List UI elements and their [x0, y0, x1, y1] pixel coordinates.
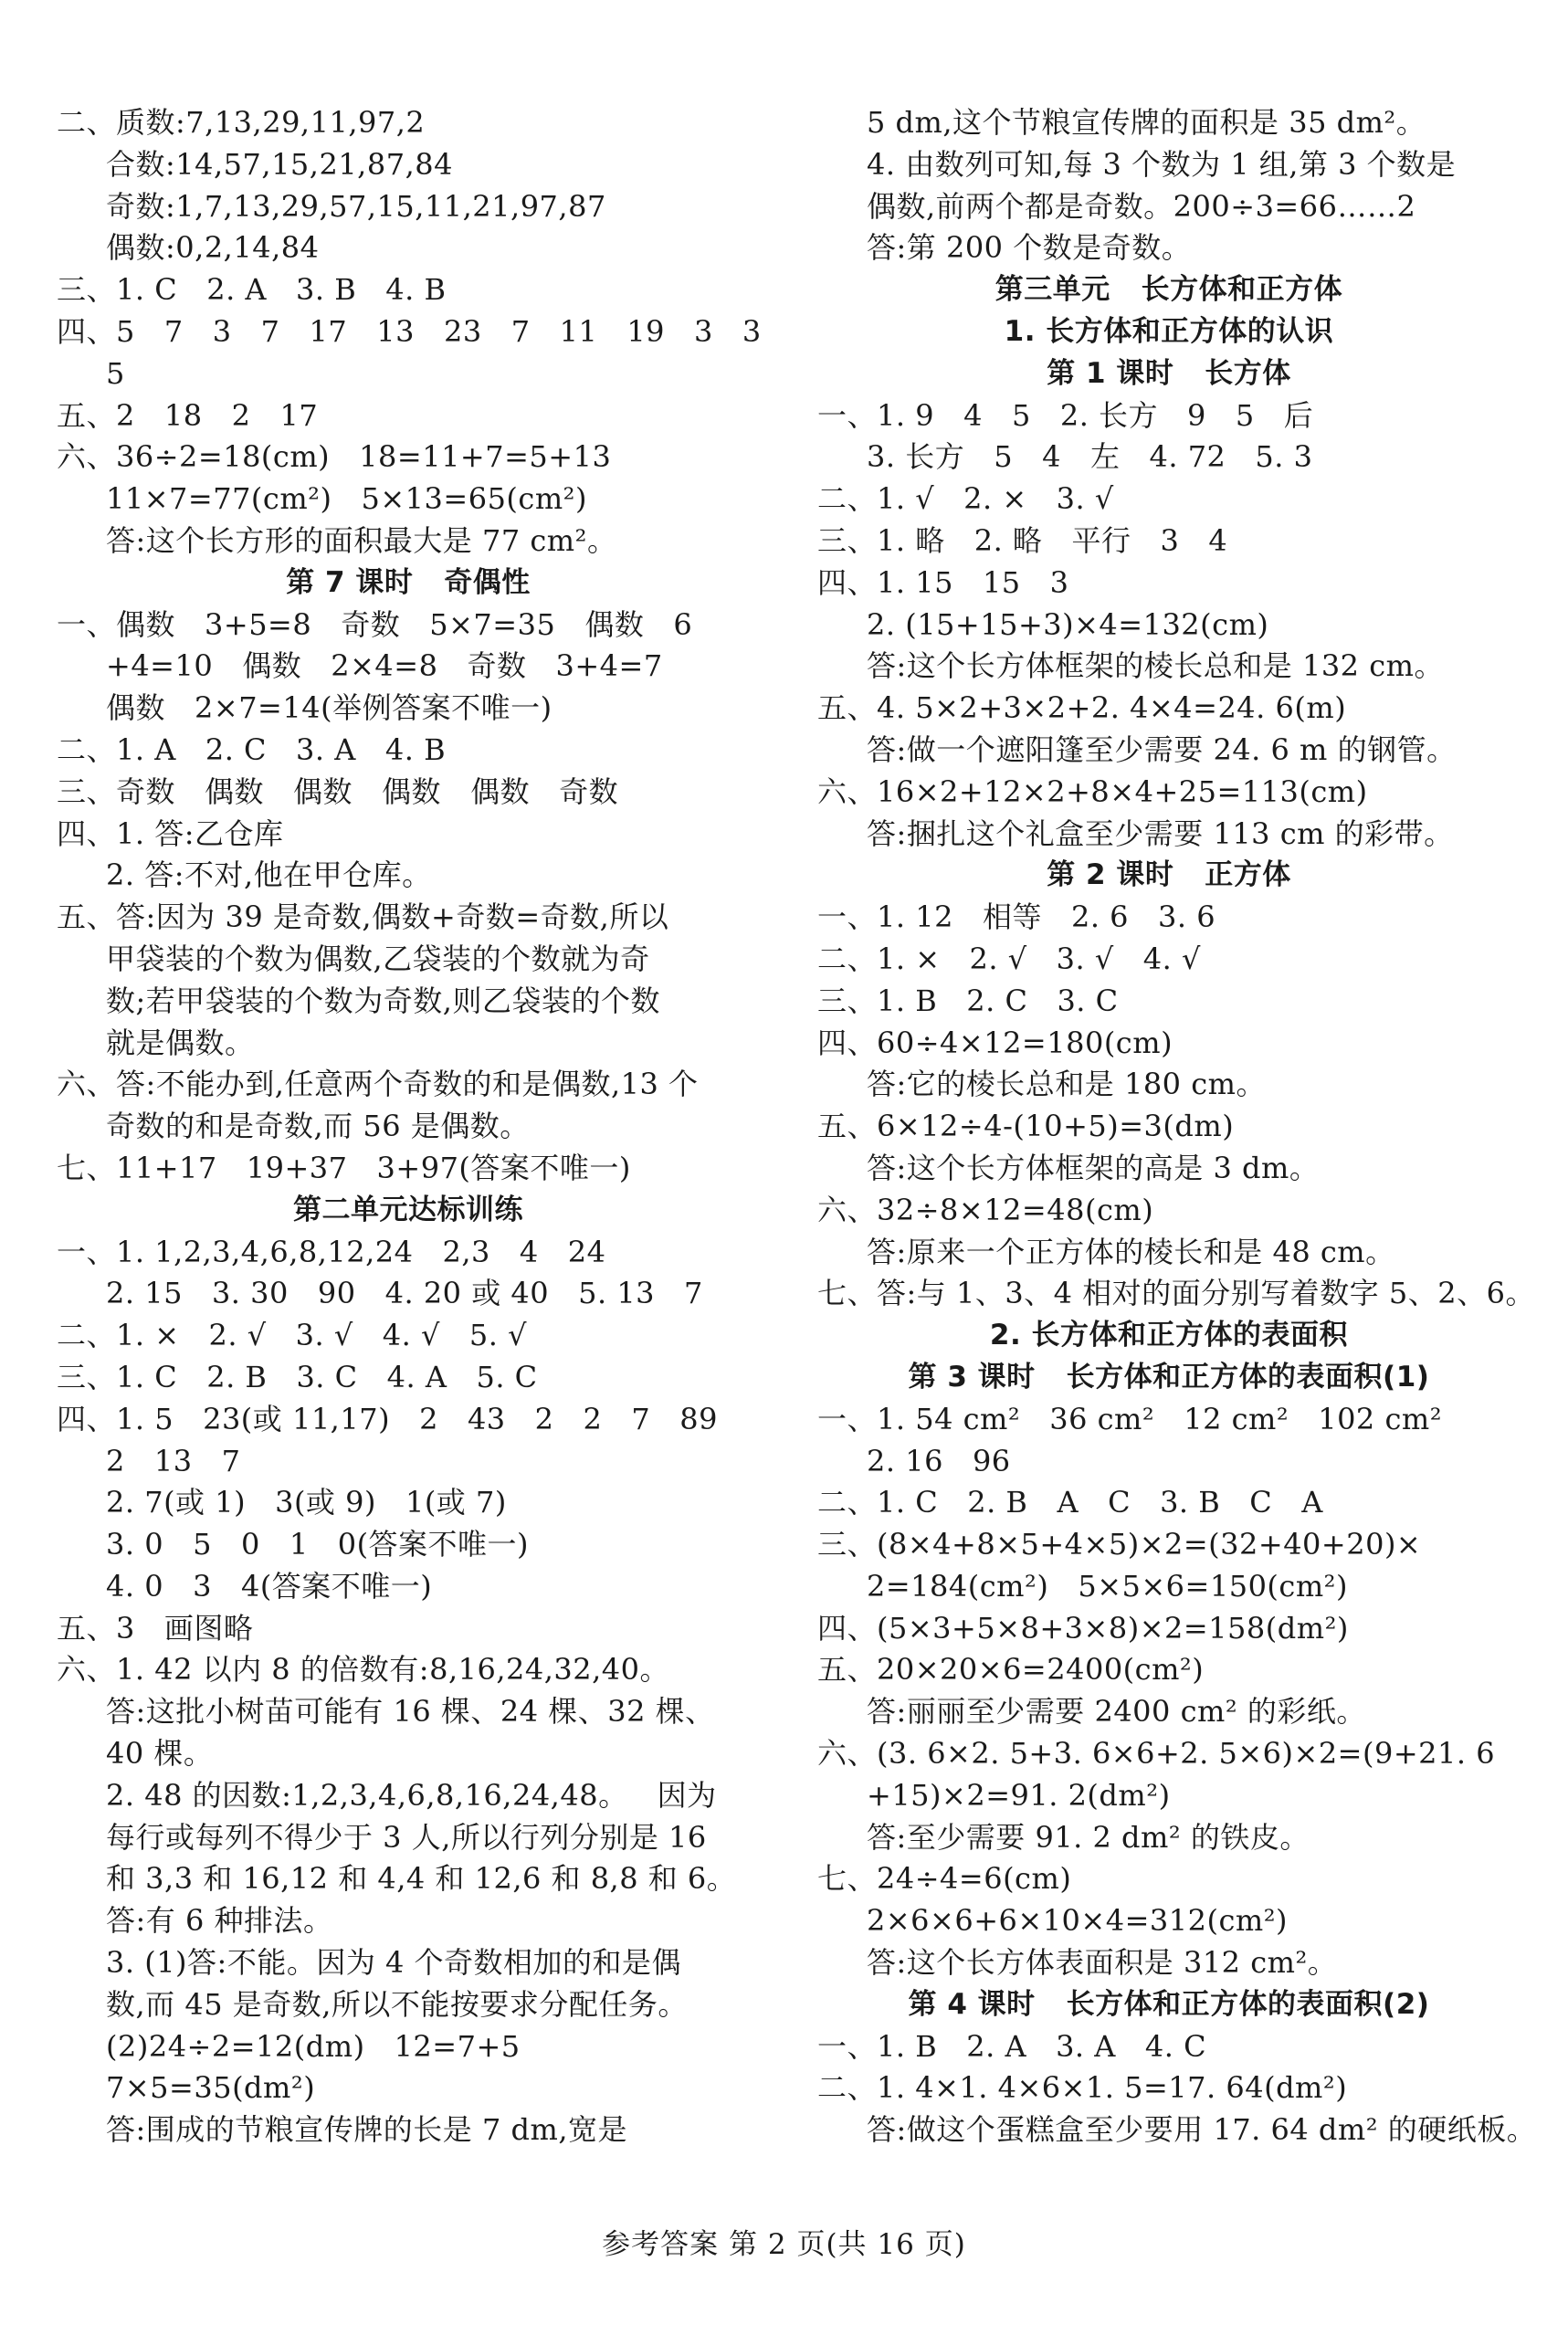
answer-line: 奇数:1,7,13,29,57,15,11,21,97,87 — [106, 188, 606, 224]
answer-line: 五、20×20×6=2400(cm²) — [817, 1652, 1205, 1688]
section-heading: 第二单元达标训练 — [293, 1193, 523, 1226]
section-heading: 第 1 课时 长方体 — [1047, 356, 1291, 390]
answer-line: 4. 由数列可知,每 3 个数为 1 组,第 3 个数是 — [867, 146, 1457, 182]
answer-line: 答:这个长方体表面积是 312 cm²。 — [867, 1945, 1338, 1981]
answer-line: 三、1. C 2. B 3. C 4. A 5. C — [57, 1359, 538, 1394]
section-heading: 第 3 课时 长方体和正方体的表面积(1) — [908, 1360, 1430, 1394]
right-column — [817, 102, 1537, 2151]
answer-line: 答:这个长方形的面积最大是 77 cm²。 — [106, 522, 617, 558]
answer-line: 答:这个长方体框架的高是 3 dm。 — [867, 1150, 1320, 1185]
answer-line: 二、1. 4×1. 4×6×1. 5=17. 64(dm²) — [817, 2070, 1348, 2106]
answer-line: 2. 7(或 1) 3(或 9) 1(或 7) — [106, 1485, 507, 1520]
answer-line: 四、(5×3+5×8+3×8)×2=158(dm²) — [817, 1610, 1349, 1646]
answer-line: 答:做一个遮阳篷至少需要 24. 6 m 的钢管。 — [867, 731, 1457, 767]
answer-line: 数;若甲袋装的个数为奇数,则乙袋装的个数 — [106, 983, 660, 1018]
answer-line: +15)×2=91. 2(dm²) — [867, 1777, 1171, 1813]
answer-line: 2. 16 96 — [867, 1443, 1011, 1478]
answer-line: 六、36÷2=18(cm) 18=11+7=5+13 — [57, 439, 612, 475]
answer-line: 四、1. 答:乙仓库 — [57, 815, 284, 851]
answer-line: 一、1. 1,2,3,4,6,8,12,24 2,3 4 24 — [57, 1234, 606, 1269]
section-heading: 第三单元 长方体和正方体 — [994, 273, 1343, 307]
answer-line: 答:这批小树苗可能有 16 棵、24 棵、32 棵、 — [106, 1694, 715, 1730]
answer-line: 六、1. 42 以内 8 的倍数有:8,16,24,32,40。 — [57, 1652, 670, 1688]
answer-line: 答:做这个蛋糕盒至少要用 17. 64 dm² 的硬纸板。 — [867, 2112, 1537, 2148]
answer-line: 3. 0 5 0 1 0(答案不唯一) — [106, 1527, 530, 1562]
answer-line: 四、1. 5 23(或 11,17) 2 43 2 2 7 89 — [57, 1401, 719, 1436]
answer-line: 合数:14,57,15,21,87,84 — [106, 146, 453, 182]
answer-line: 答:捆扎这个礼盒至少需要 113 cm 的彩带。 — [867, 815, 1454, 851]
section-heading: 1. 长方体和正方体的认识 — [1004, 314, 1334, 348]
answer-line: 40 棵。 — [106, 1736, 214, 1772]
answer-line: 偶数:0,2,14,84 — [106, 230, 320, 266]
answer-line: 2. (15+15+3)×4=132(cm) — [867, 606, 1269, 642]
answer-line: 2. 48 的因数:1,2,3,4,6,8,16,24,48。 因为 — [106, 1777, 717, 1813]
left-column — [57, 102, 760, 2151]
answer-line: 二、1. × 2. √ 3. √ 4. √ 5. √ — [57, 1318, 527, 1353]
answer-line: 2=184(cm²) 5×5×6=150(cm²) — [867, 1568, 1348, 1604]
answer-line: 答:原来一个正方体的棱长和是 48 cm。 — [867, 1234, 1395, 1269]
answer-line: 三、奇数 偶数 偶数 偶数 偶数 奇数 — [57, 773, 619, 809]
answer-line: 一、1. B 2. A 3. A 4. C — [817, 2028, 1207, 2064]
answer-line: 五、4. 5×2+3×2+2. 4×4=24. 6(m) — [817, 690, 1347, 726]
answer-line: 2 13 7 — [106, 1443, 241, 1478]
answer-line: 和 3,3 和 16,12 和 4,4 和 12,6 和 8,8 和 6。 — [106, 1861, 737, 1897]
answer-line: 奇数的和是奇数,而 56 是偶数。 — [106, 1109, 530, 1144]
answer-line: 三、(8×4+8×5+4×5)×2=(32+40+20)× — [817, 1527, 1422, 1562]
answer-line: 数,而 45 是奇数,所以不能按要求分配任务。 — [106, 1986, 688, 2022]
answer-line: 二、1. √ 2. × 3. √ — [817, 481, 1114, 517]
answer-line: 偶数,前两个都是奇数。200÷3=66……2 — [867, 188, 1416, 224]
answer-line: 五、答:因为 39 是奇数,偶数+奇数=奇数,所以 — [57, 899, 669, 935]
answer-line: 答:至少需要 91. 2 dm² 的铁皮。 — [867, 1819, 1310, 1855]
answer-line: 答:它的棱长总和是 180 cm。 — [867, 1067, 1266, 1102]
answer-line: 七、答:与 1、3、4 相对的面分别写着数字 5、2、6。 — [817, 1276, 1535, 1311]
answer-line: 3. (1)答:不能。因为 4 个奇数相加的和是偶 — [106, 1945, 682, 1981]
answer-line: 答:这个长方体框架的棱长总和是 132 cm。 — [867, 648, 1444, 684]
answer-line: 2. 15 3. 30 90 4. 20 或 40 5. 13 7 — [106, 1276, 703, 1311]
answer-line: 二、1. × 2. √ 3. √ 4. √ — [817, 941, 1201, 976]
answer-line: 答:丽丽至少需要 2400 cm² 的彩纸。 — [867, 1694, 1366, 1730]
answer-line: 7×5=35(dm²) — [106, 2070, 316, 2106]
answer-line: 二、1. C 2. B A C 3. B C A — [817, 1485, 1323, 1520]
answer-line: 六、32÷8×12=48(cm) — [817, 1192, 1154, 1227]
answer-line: 甲袋装的个数为偶数,乙袋装的个数就为奇 — [106, 941, 650, 976]
answer-line: 七、24÷4=6(cm) — [817, 1861, 1072, 1897]
answer-line: 三、1. 略 2. 略 平行 3 4 — [817, 522, 1228, 558]
answer-line: 五、3 画图略 — [57, 1610, 254, 1646]
answer-line: 一、1. 54 cm² 36 cm² 12 cm² 102 cm² — [817, 1401, 1443, 1436]
answer-line: 一、偶数 3+5=8 奇数 5×7=35 偶数 6 — [57, 606, 693, 642]
section-heading: 第 4 课时 长方体和正方体的表面积(2) — [908, 1987, 1430, 2021]
answer-line: 五、6×12÷4-(10+5)=3(dm) — [817, 1109, 1235, 1144]
answer-line: 四、1. 15 15 3 — [817, 564, 1069, 600]
section-heading: 第 7 课时 奇偶性 — [286, 565, 531, 599]
answer-line: 二、质数:7,13,29,11,97,2 — [57, 105, 426, 140]
section-heading: 第 2 课时 正方体 — [1047, 858, 1291, 892]
answer-line: 11×7=77(cm²) 5×13=65(cm²) — [106, 481, 587, 517]
answer-line: 三、1. B 2. C 3. C — [817, 983, 1119, 1018]
answer-line: 七、11+17 19+37 3+97(答案不唯一) — [57, 1150, 631, 1185]
answer-line: 四、60÷4×12=180(cm) — [817, 1025, 1173, 1060]
answer-line: 就是偶数。 — [106, 1025, 255, 1060]
answer-line: 每行或每列不得少于 3 人,所以行列分别是 16 — [106, 1819, 707, 1855]
answer-line: 5 — [106, 355, 125, 391]
answer-line: 2. 答:不对,他在甲仓库。 — [106, 857, 432, 893]
answer-line: 六、16×2+12×2+8×4+25=113(cm) — [817, 773, 1368, 809]
answer-line: (2)24÷2=12(dm) 12=7+5 — [106, 2028, 521, 2064]
answer-line: 答:第 200 个数是奇数。 — [867, 230, 1192, 266]
answer-line: 偶数 2×7=14(举例答案不唯一) — [106, 690, 552, 726]
answer-line: 5 dm,这个节粮宣传牌的面积是 35 dm²。 — [867, 105, 1426, 140]
answer-line: +4=10 偶数 2×4=8 奇数 3+4=7 — [106, 648, 663, 684]
page-footer: 参考答案 第 2 页(共 16 页) — [602, 2228, 966, 2261]
answer-line: 2×6×6+6×10×4=312(cm²) — [867, 1903, 1289, 1939]
answer-line: 三、1. C 2. A 3. B 4. B — [57, 272, 447, 308]
answer-line: 一、1. 9 4 5 2. 长方 9 5 后 — [817, 397, 1314, 433]
answer-line: 答:有 6 种排法。 — [106, 1903, 333, 1939]
answer-line: 五、2 18 2 17 — [57, 397, 319, 433]
answer-line: 六、答:不能办到,任意两个奇数的和是偶数,13 个 — [57, 1067, 699, 1102]
answer-line: 四、5 7 3 7 17 13 23 7 11 19 3 3 — [57, 313, 762, 349]
answer-line: 4. 0 3 4(答案不唯一) — [106, 1568, 433, 1604]
answer-line: 六、(3. 6×2. 5+3. 6×6+2. 5×6)×2=(9+21. 6 — [817, 1736, 1496, 1772]
section-heading: 2. 长方体和正方体的表面积 — [989, 1319, 1349, 1352]
answer-line: 答:围成的节粮宣传牌的长是 7 dm,宽是 — [106, 2112, 627, 2148]
answer-line: 一、1. 12 相等 2. 6 3. 6 — [817, 899, 1216, 935]
answer-line: 二、1. A 2. C 3. A 4. B — [57, 731, 447, 767]
answer-line: 3. 长方 5 4 左 4. 72 5. 3 — [867, 439, 1313, 475]
